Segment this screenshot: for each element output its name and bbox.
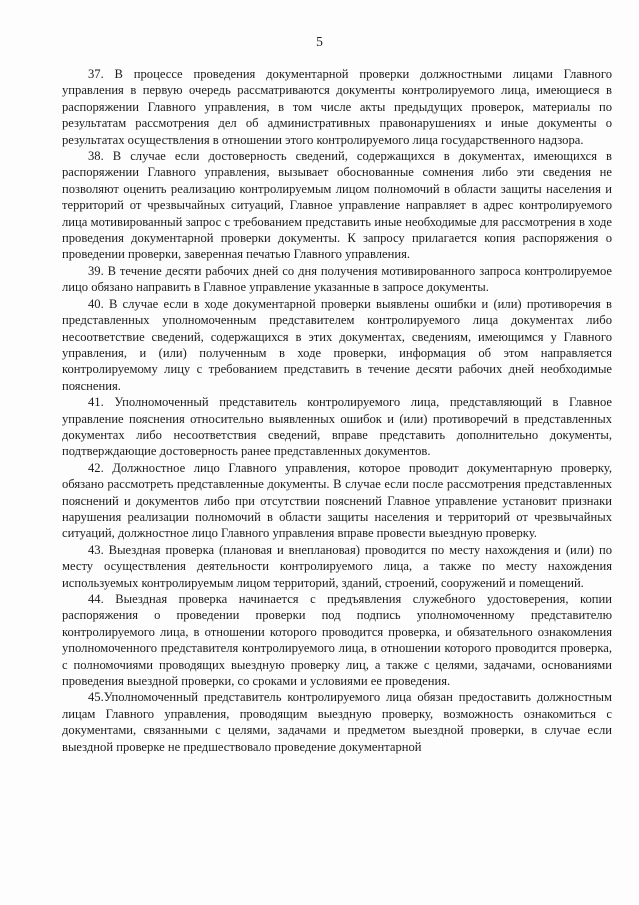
paragraph-43: 43. Выездная проверка (плановая и внеплановая) проводится по месту нахождения и (или) по месту осуществления деятельности контролируемого лица, а также по месту нахождения используемых контролируемым лицом территорий, зданий, строений, сооружений и помещений. (62, 542, 612, 590)
paragraph-44: 44. Выездная проверка начинается с предъявления служебного удостоверения, копии распоряжения о проведении проверки под подпись уполномоченному представителю контролируемого лица, в отношении которого проводится проверка, и обязательного ознакомления уполномоченного представителя контролируемого лица, в отношении которого проводится проверка, с полномочиями проводящих выездную проверку лиц, а также с целями, задачами, основаниями проведения выездной проверки, со сроками и условиями ее проведения. (62, 592, 612, 689)
paragraph-39: 39. В течение десяти рабочих дней со дня получения мотивированного запроса контролируемое лицо обязано направить в Главное управление указанные в запросе документы. (62, 263, 612, 295)
page-number: 5 (316, 34, 323, 49)
paragraph-45: 45.Уполномоченный представитель контролируемого лица обязан предоставить должностным лицам Главного управления, проводящим выездную проверку, возможность ознакомиться с документами, связанными с целями, задачами и предметом выездной проверки, в случае если выездной проверке не предшествовало проведение документарной (62, 690, 612, 754)
paragraph-41: 41. Уполномоченный представитель контролируемого лица, представляющий в Главное управление пояснения относительно выявленных ошибок и (или) противоречий в представленных документах либо несоответствия сведений, вправе представить дополнительно документы, подтверждающие достоверность ранее представленных документов. (62, 395, 612, 459)
paragraph-40: 40. В случае если в ходе документарной проверки выявлены ошибки и (или) противоречия в представленных уполномоченным представителем контролируемого лица документах либо несоответствие сведений, содержащихся в этих документах, сведениям, имеющимся у Главного управления, и (или) полученным в ходе проверки, информация об этом направляется контролируемому лицу с требованием представить в течение десяти рабочих дней необходимые пояснения. (62, 296, 612, 393)
paragraph-38: 38. В случае если достоверность сведений, содержащихся в документах, имеющихся в распоряжении Главного управления, вызывает обоснованные сомнения либо эти сведения не позволяют оценить реализацию контролируемым лицом полномочий в области защиты населения и территорий от чрезвычайных ситуаций, Главное управление направляет в адрес контролируемого лица мотивированный запрос с требованием представить иные необходимые для рассмотрения в ходе проведения документарной проверки документы. К запросу прилагается копия распоряжения о проведении проверки, заверенная печатью Главного управления. (62, 149, 612, 262)
paragraph-42: 42. Должностное лицо Главного управления, которое проводит документарную проверку, обязано рассмотреть представленные документы. В случае если после рассмотрения представленных пояснений и документов либо при отсутствии пояснений Главное управление установит признаки нарушения реализации полномочий в области защиты населения и территорий от чрезвычайных ситуаций, должностное лицо Главного управления вправе провести выездную проверку. (62, 460, 612, 541)
paragraph-37: 37. В процессе проведения документарной проверки должностными лицами Главного управления в первую очередь рассматриваются документы контролируемого лица, имеющиеся в распоряжении Главного управления, в том числе акты предыдущих проверок, материалы по результатам рассмотрения дел об административных правонарушениях и иные документы о результатах осуществления в отношении этого контролируемого лица государственного надзора. (62, 67, 612, 147)
document-body (62, 66, 612, 755)
